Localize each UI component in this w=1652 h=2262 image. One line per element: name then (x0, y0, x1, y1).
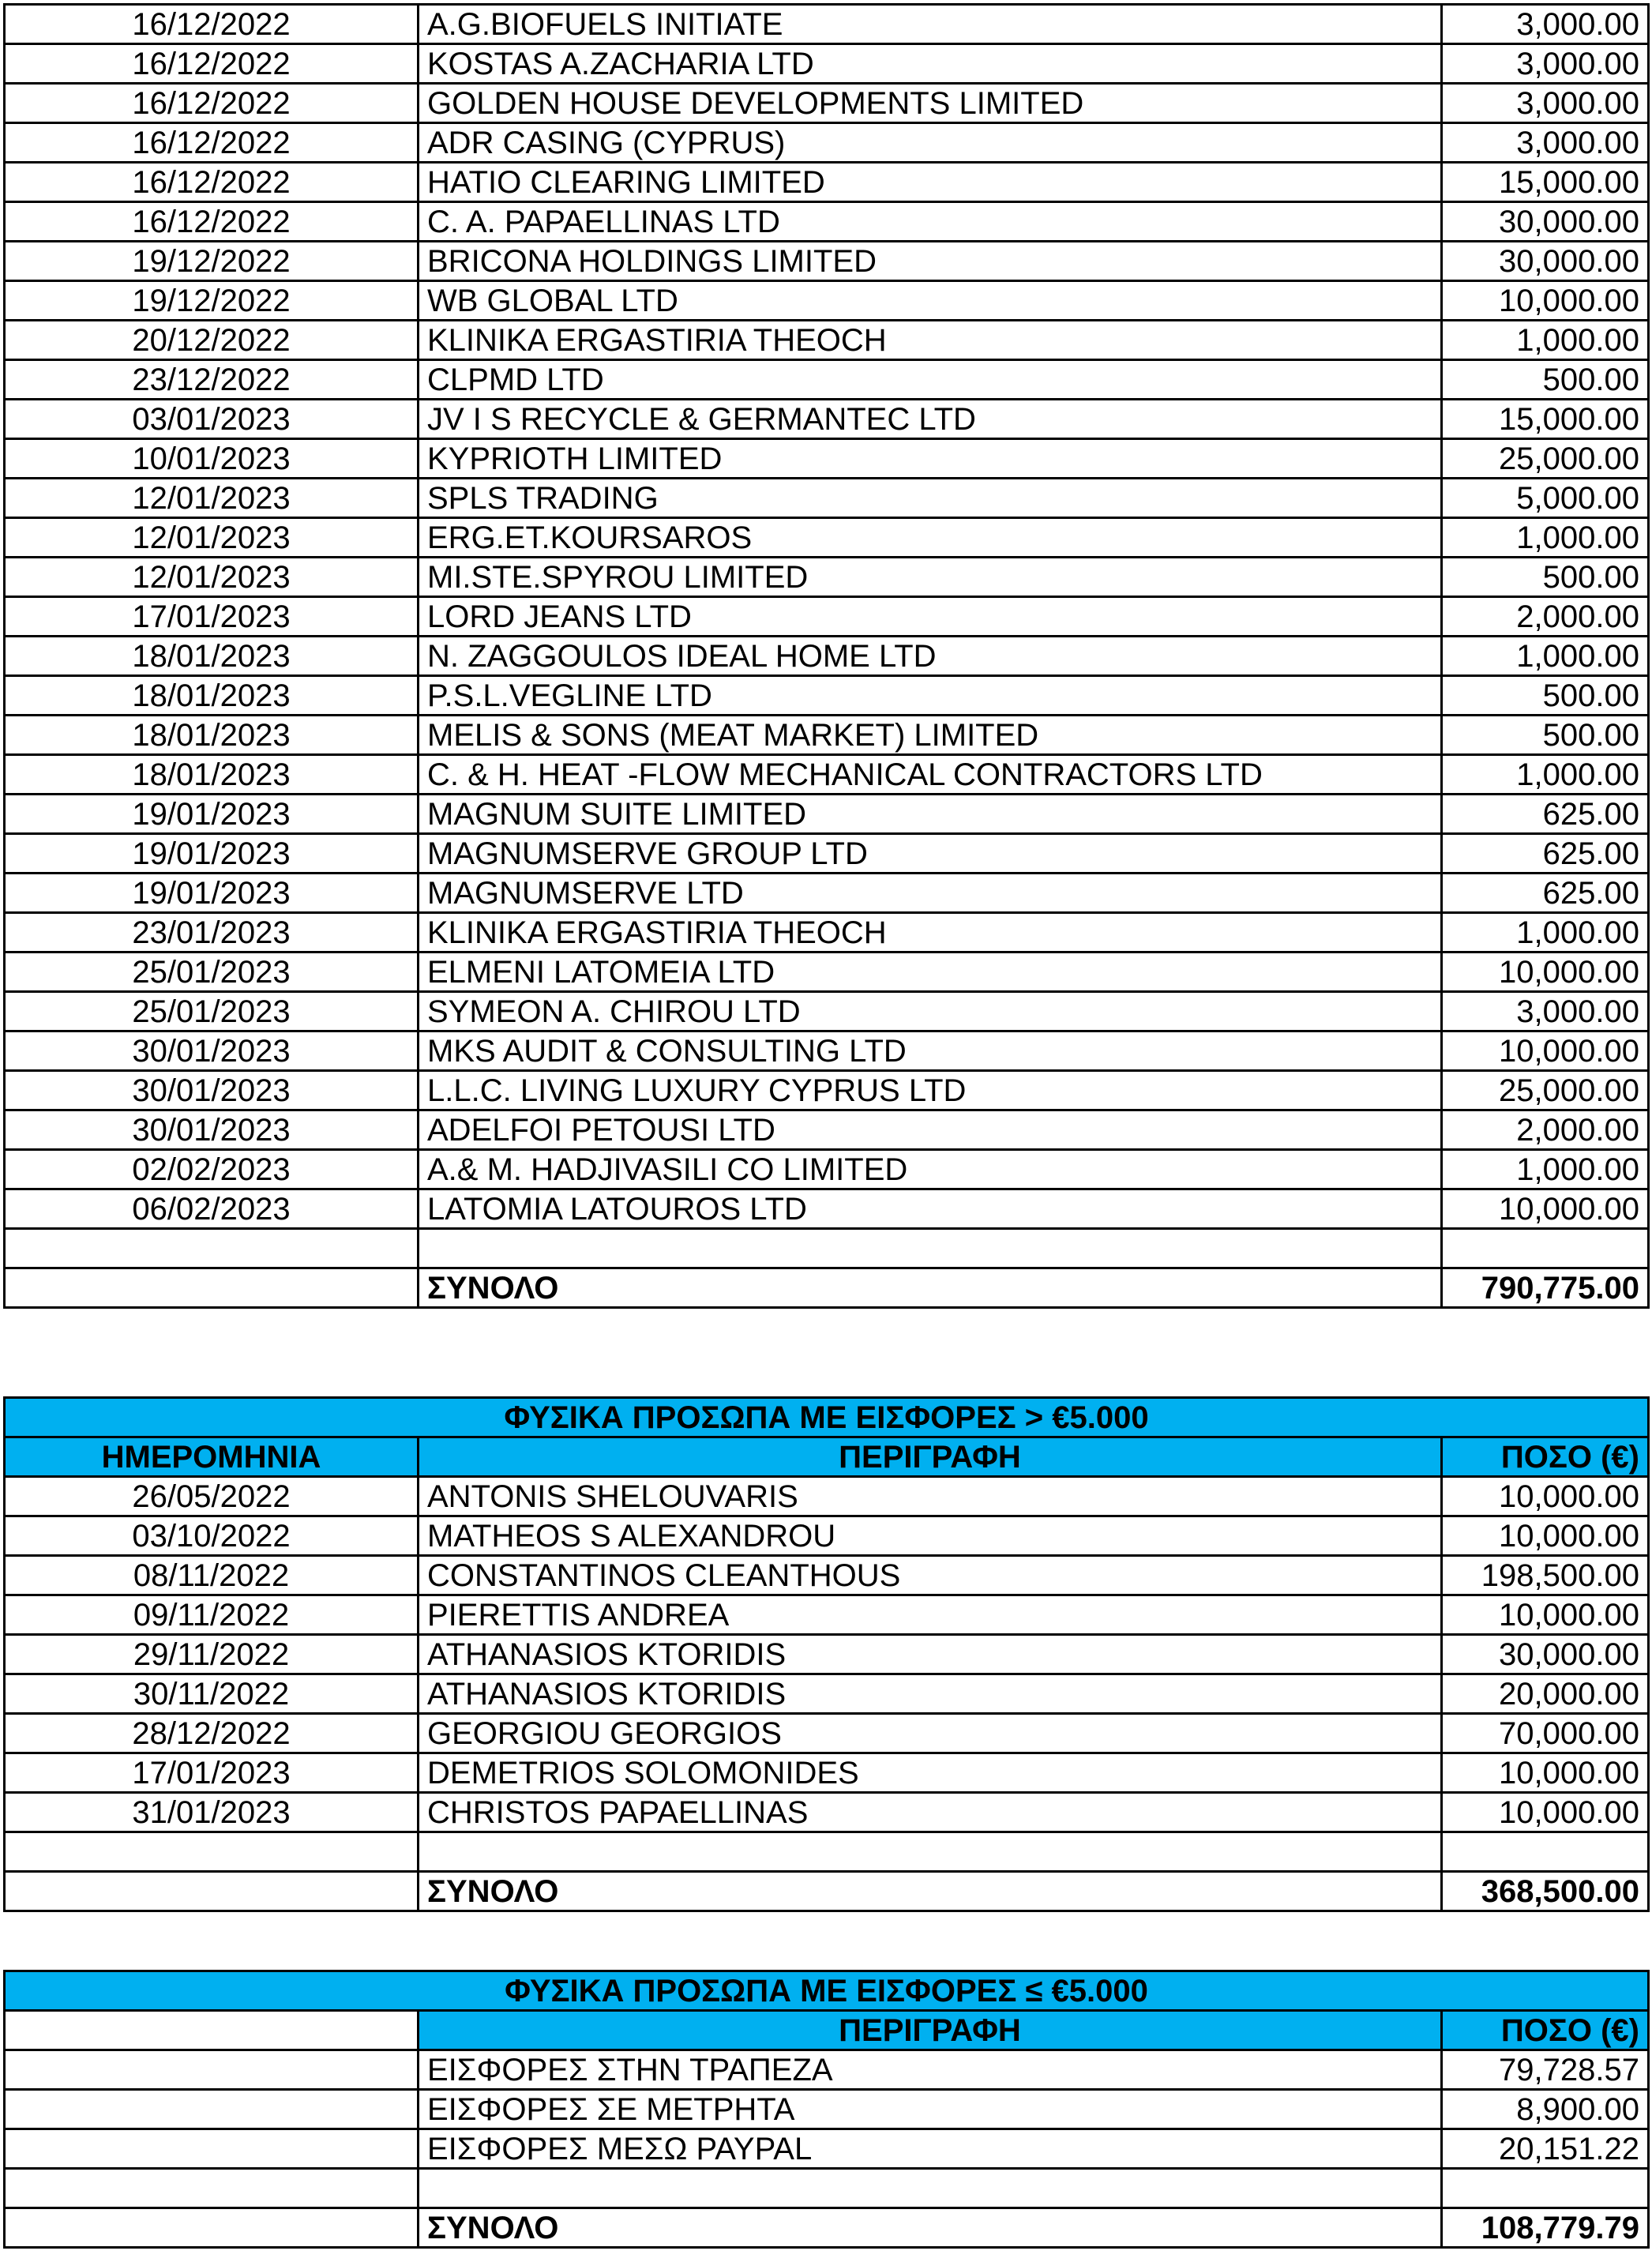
column-header-blank (5, 2011, 419, 2050)
total-row (5, 1872, 1649, 1911)
amount-cell: 10,000.00 (1442, 1189, 1649, 1229)
description-cell: KLINIKA ERGASTIRIA THEOCH (419, 321, 1442, 360)
amount-cell: 30,000.00 (1442, 1635, 1649, 1674)
description-cell: ATHANASIOS KTORIDIS (419, 1674, 1442, 1714)
table-row (5, 558, 1649, 597)
description-cell: C. & H. HEAT -FLOW MECHANICAL CONTRACTORS LTD (419, 755, 1442, 795)
amount-cell: 1,000.00 (1442, 321, 1649, 360)
table-row (5, 716, 1649, 755)
total-row (5, 2208, 1649, 2248)
description-cell: ΕΙΣΦΟΡΕΣ ΣΤΗΝ ΤΡΑΠΕΖΑ (419, 2050, 1442, 2090)
description-cell: MAGNUMSERVE LTD (419, 874, 1442, 913)
description-cell: GEORGIOU GEORGIOS (419, 1714, 1442, 1753)
amount-cell: 625.00 (1442, 874, 1649, 913)
date-cell: 16/12/2022 (5, 163, 419, 202)
spacer-row (5, 2169, 1649, 2208)
amount-cell: 3,000.00 (1442, 5, 1649, 44)
description-cell: N. ZAGGOULOS IDEAL HOME LTD (419, 637, 1442, 676)
date-cell: 19/12/2022 (5, 242, 419, 281)
total-row (5, 1268, 1649, 1308)
table-row (5, 676, 1649, 716)
column-header-row (5, 2011, 1649, 2050)
table-row (5, 2050, 1649, 2090)
description-cell: LORD JEANS LTD (419, 597, 1442, 637)
date-cell: 30/01/2023 (5, 1031, 419, 1071)
date-cell (5, 2129, 419, 2169)
date-cell: 16/12/2022 (5, 123, 419, 163)
table-row (5, 1071, 1649, 1110)
table-row (5, 2090, 1649, 2129)
description-cell: L.L.C. LIVING LUXURY CYPRUS LTD (419, 1071, 1442, 1110)
spacer-row (5, 1229, 1649, 1268)
table-row (5, 1477, 1649, 1516)
table-row (5, 321, 1649, 360)
amount-cell: 20,000.00 (1442, 1674, 1649, 1714)
amount-cell: 30,000.00 (1442, 242, 1649, 281)
date-cell: 20/12/2022 (5, 321, 419, 360)
description-cell: CONSTANTINOS CLEANTHOUS (419, 1556, 1442, 1595)
date-cell: 08/11/2022 (5, 1556, 419, 1595)
table-row (5, 479, 1649, 518)
description-cell: ANTONIS SHELOUVARIS (419, 1477, 1442, 1516)
date-cell: 10/01/2023 (5, 439, 419, 479)
table-row (5, 637, 1649, 676)
table-row (5, 1753, 1649, 1793)
table-row (5, 1595, 1649, 1635)
column-header-row (5, 1437, 1649, 1477)
date-cell: 30/01/2023 (5, 1071, 419, 1110)
description-cell: ELMENI LATOMEIA LTD (419, 953, 1442, 992)
date-cell: 09/11/2022 (5, 1595, 419, 1635)
table-row (5, 1793, 1649, 1832)
date-cell: 30/11/2022 (5, 1674, 419, 1714)
amount-cell: 3,000.00 (1442, 44, 1649, 84)
section-title: ΦΥΣΙΚΑ ΠΡΟΣΩΠΑ ΜΕ ΕΙΣΦΟΡΕΣ > €5.000 (5, 1398, 1649, 1437)
amount-cell: 10,000.00 (1442, 953, 1649, 992)
amount-cell: 3,000.00 (1442, 84, 1649, 123)
description-cell: KYPRIOTH LIMITED (419, 439, 1442, 479)
table-row (5, 518, 1649, 558)
amount-cell: 500.00 (1442, 716, 1649, 755)
amount-cell: 8,900.00 (1442, 2090, 1649, 2129)
table-row (5, 202, 1649, 242)
total-amount: 108,779.79 (1442, 2208, 1649, 2248)
description-cell: CLPMD LTD (419, 360, 1442, 400)
date-cell: 26/05/2022 (5, 1477, 419, 1516)
table-row (5, 1516, 1649, 1556)
column-header-date: ΗΜΕΡΟΜΗΝΙΑ (5, 1437, 419, 1477)
table-row (5, 834, 1649, 874)
table-row (5, 1031, 1649, 1071)
total-label: ΣΥΝΟΛΟ (419, 1872, 1442, 1911)
description-cell: ADR CASING (CYPRUS) (419, 123, 1442, 163)
date-cell: 28/12/2022 (5, 1714, 419, 1753)
date-cell: 29/11/2022 (5, 1635, 419, 1674)
description-cell: ΕΙΣΦΟΡΕΣ ΜΕΣΩ PAYPAL (419, 2129, 1442, 2169)
amount-cell: 1,000.00 (1442, 518, 1649, 558)
amount-cell: 2,000.00 (1442, 597, 1649, 637)
section-title-row (5, 1971, 1649, 2011)
companies-table (3, 3, 1650, 1309)
date-cell (5, 2050, 419, 2090)
table-row (5, 44, 1649, 84)
table-row (5, 163, 1649, 202)
amount-cell: 20,151.22 (1442, 2129, 1649, 2169)
date-cell: 18/01/2023 (5, 716, 419, 755)
column-header-amount: ΠΟΣΟ (€) (1442, 1437, 1649, 1477)
amount-cell: 625.00 (1442, 834, 1649, 874)
table-row (5, 400, 1649, 439)
date-cell: 16/12/2022 (5, 5, 419, 44)
description-cell: KLINIKA ERGASTIRIA THEOCH (419, 913, 1442, 953)
table-row (5, 1110, 1649, 1150)
amount-cell: 3,000.00 (1442, 992, 1649, 1031)
description-cell: WB GLOBAL LTD (419, 281, 1442, 321)
description-cell: MATHEOS S ALEXANDROU (419, 1516, 1442, 1556)
date-cell (5, 2090, 419, 2129)
table-row (5, 84, 1649, 123)
date-cell: 25/01/2023 (5, 953, 419, 992)
date-cell: 23/01/2023 (5, 913, 419, 953)
amount-cell: 625.00 (1442, 795, 1649, 834)
amount-cell: 70,000.00 (1442, 1714, 1649, 1753)
table-row (5, 1635, 1649, 1674)
date-cell: 17/01/2023 (5, 597, 419, 637)
amount-cell: 198,500.00 (1442, 1556, 1649, 1595)
date-cell: 12/01/2023 (5, 479, 419, 518)
amount-cell: 15,000.00 (1442, 163, 1649, 202)
table-row (5, 1714, 1649, 1753)
date-cell: 16/12/2022 (5, 84, 419, 123)
amount-cell: 1,000.00 (1442, 913, 1649, 953)
table-row (5, 1674, 1649, 1714)
table-row (5, 5, 1649, 44)
date-cell: 17/01/2023 (5, 1753, 419, 1793)
total-label: ΣΥΝΟΛΟ (419, 1268, 1442, 1308)
description-cell: DEMETRIOS SOLOMONIDES (419, 1753, 1442, 1793)
description-cell: MAGNUMSERVE GROUP LTD (419, 834, 1442, 874)
table-row (5, 1556, 1649, 1595)
amount-cell: 15,000.00 (1442, 400, 1649, 439)
total-label: ΣΥΝΟΛΟ (419, 2208, 1442, 2248)
table-row (5, 123, 1649, 163)
date-cell: 31/01/2023 (5, 1793, 419, 1832)
date-cell: 19/01/2023 (5, 795, 419, 834)
description-cell: A.& M. HADJIVASILI CO LIMITED (419, 1150, 1442, 1189)
description-cell: MI.STE.SPYROU LIMITED (419, 558, 1442, 597)
table-row (5, 1150, 1649, 1189)
description-cell: BRICONA HOLDINGS LIMITED (419, 242, 1442, 281)
table-row (5, 597, 1649, 637)
table-row (5, 913, 1649, 953)
total-amount: 368,500.00 (1442, 1872, 1649, 1911)
date-cell: 16/12/2022 (5, 44, 419, 84)
date-cell: 03/01/2023 (5, 400, 419, 439)
amount-cell: 3,000.00 (1442, 123, 1649, 163)
date-cell: 02/02/2023 (5, 1150, 419, 1189)
amount-cell: 25,000.00 (1442, 1071, 1649, 1110)
table-row (5, 281, 1649, 321)
description-cell: A.G.BIOFUELS INITIATE (419, 5, 1442, 44)
spacer-row (5, 1832, 1649, 1872)
date-cell: 23/12/2022 (5, 360, 419, 400)
table-row (5, 755, 1649, 795)
table-row (5, 2129, 1649, 2169)
table-row (5, 1189, 1649, 1229)
description-cell: LATOMIA LATOUROS LTD (419, 1189, 1442, 1229)
description-cell: JV I S RECYCLE & GERMANTEC LTD (419, 400, 1442, 439)
amount-cell: 25,000.00 (1442, 439, 1649, 479)
column-header-description: ΠΕΡΙΓΡΑΦΗ (419, 1437, 1442, 1477)
description-cell: PIERETTIS ANDREA (419, 1595, 1442, 1635)
description-cell: ADELFOI PETOUSI LTD (419, 1110, 1442, 1150)
date-cell: 25/01/2023 (5, 992, 419, 1031)
amount-cell: 1,000.00 (1442, 1150, 1649, 1189)
table-row (5, 795, 1649, 834)
date-cell: 12/01/2023 (5, 558, 419, 597)
amount-cell: 500.00 (1442, 558, 1649, 597)
section-title: ΦΥΣΙΚΑ ΠΡΟΣΩΠΑ ΜΕ ΕΙΣΦΟΡΕΣ ≤ €5.000 (5, 1971, 1649, 2011)
date-cell: 19/01/2023 (5, 874, 419, 913)
date-cell: 18/01/2023 (5, 676, 419, 716)
amount-cell: 2,000.00 (1442, 1110, 1649, 1150)
total-amount: 790,775.00 (1442, 1268, 1649, 1308)
amount-cell: 5,000.00 (1442, 479, 1649, 518)
table-row (5, 242, 1649, 281)
column-header-amount: ΠΟΣΟ (€) (1442, 2011, 1649, 2050)
individuals-over-table (3, 1396, 1650, 1912)
amount-cell: 10,000.00 (1442, 1516, 1649, 1556)
date-cell: 19/01/2023 (5, 834, 419, 874)
table-row (5, 439, 1649, 479)
amount-cell: 30,000.00 (1442, 202, 1649, 242)
amount-cell: 10,000.00 (1442, 1753, 1649, 1793)
amount-cell: 1,000.00 (1442, 755, 1649, 795)
section-title-row (5, 1398, 1649, 1437)
description-cell: C. A. PAPAELLINAS LTD (419, 202, 1442, 242)
date-cell: 06/02/2023 (5, 1189, 419, 1229)
date-cell: 12/01/2023 (5, 518, 419, 558)
table-row (5, 874, 1649, 913)
table-row (5, 953, 1649, 992)
description-cell: MAGNUM SUITE LIMITED (419, 795, 1442, 834)
amount-cell: 1,000.00 (1442, 637, 1649, 676)
description-cell: MKS AUDIT & CONSULTING LTD (419, 1031, 1442, 1071)
date-cell: 30/01/2023 (5, 1110, 419, 1150)
individuals-under-table (3, 1970, 1650, 2249)
table-row (5, 360, 1649, 400)
amount-cell: 10,000.00 (1442, 1031, 1649, 1071)
description-cell: KOSTAS A.ZACHARIA LTD (419, 44, 1442, 84)
date-cell: 16/12/2022 (5, 202, 419, 242)
description-cell: CHRISTOS PAPAELLINAS (419, 1793, 1442, 1832)
amount-cell: 10,000.00 (1442, 1595, 1649, 1635)
date-cell: 19/12/2022 (5, 281, 419, 321)
description-cell: SPLS TRADING (419, 479, 1442, 518)
amount-cell: 500.00 (1442, 360, 1649, 400)
description-cell: ΕΙΣΦΟΡΕΣ ΣΕ ΜΕΤΡΗΤΑ (419, 2090, 1442, 2129)
description-cell: P.S.L.VEGLINE LTD (419, 676, 1442, 716)
date-cell: 18/01/2023 (5, 755, 419, 795)
amount-cell: 10,000.00 (1442, 281, 1649, 321)
description-cell: SYMEON A. CHIROU LTD (419, 992, 1442, 1031)
date-cell: 18/01/2023 (5, 637, 419, 676)
table-row (5, 992, 1649, 1031)
column-header-description: ΠΕΡΙΓΡΑΦΗ (419, 2011, 1442, 2050)
amount-cell: 79,728.57 (1442, 2050, 1649, 2090)
description-cell: MELIS & SONS (MEAT MARKET) LIMITED (419, 716, 1442, 755)
date-cell: 03/10/2022 (5, 1516, 419, 1556)
amount-cell: 10,000.00 (1442, 1793, 1649, 1832)
amount-cell: 10,000.00 (1442, 1477, 1649, 1516)
description-cell: ATHANASIOS KTORIDIS (419, 1635, 1442, 1674)
amount-cell: 500.00 (1442, 676, 1649, 716)
description-cell: ERG.ET.KOURSAROS (419, 518, 1442, 558)
description-cell: HATIO CLEARING LIMITED (419, 163, 1442, 202)
description-cell: GOLDEN HOUSE DEVELOPMENTS LIMITED (419, 84, 1442, 123)
